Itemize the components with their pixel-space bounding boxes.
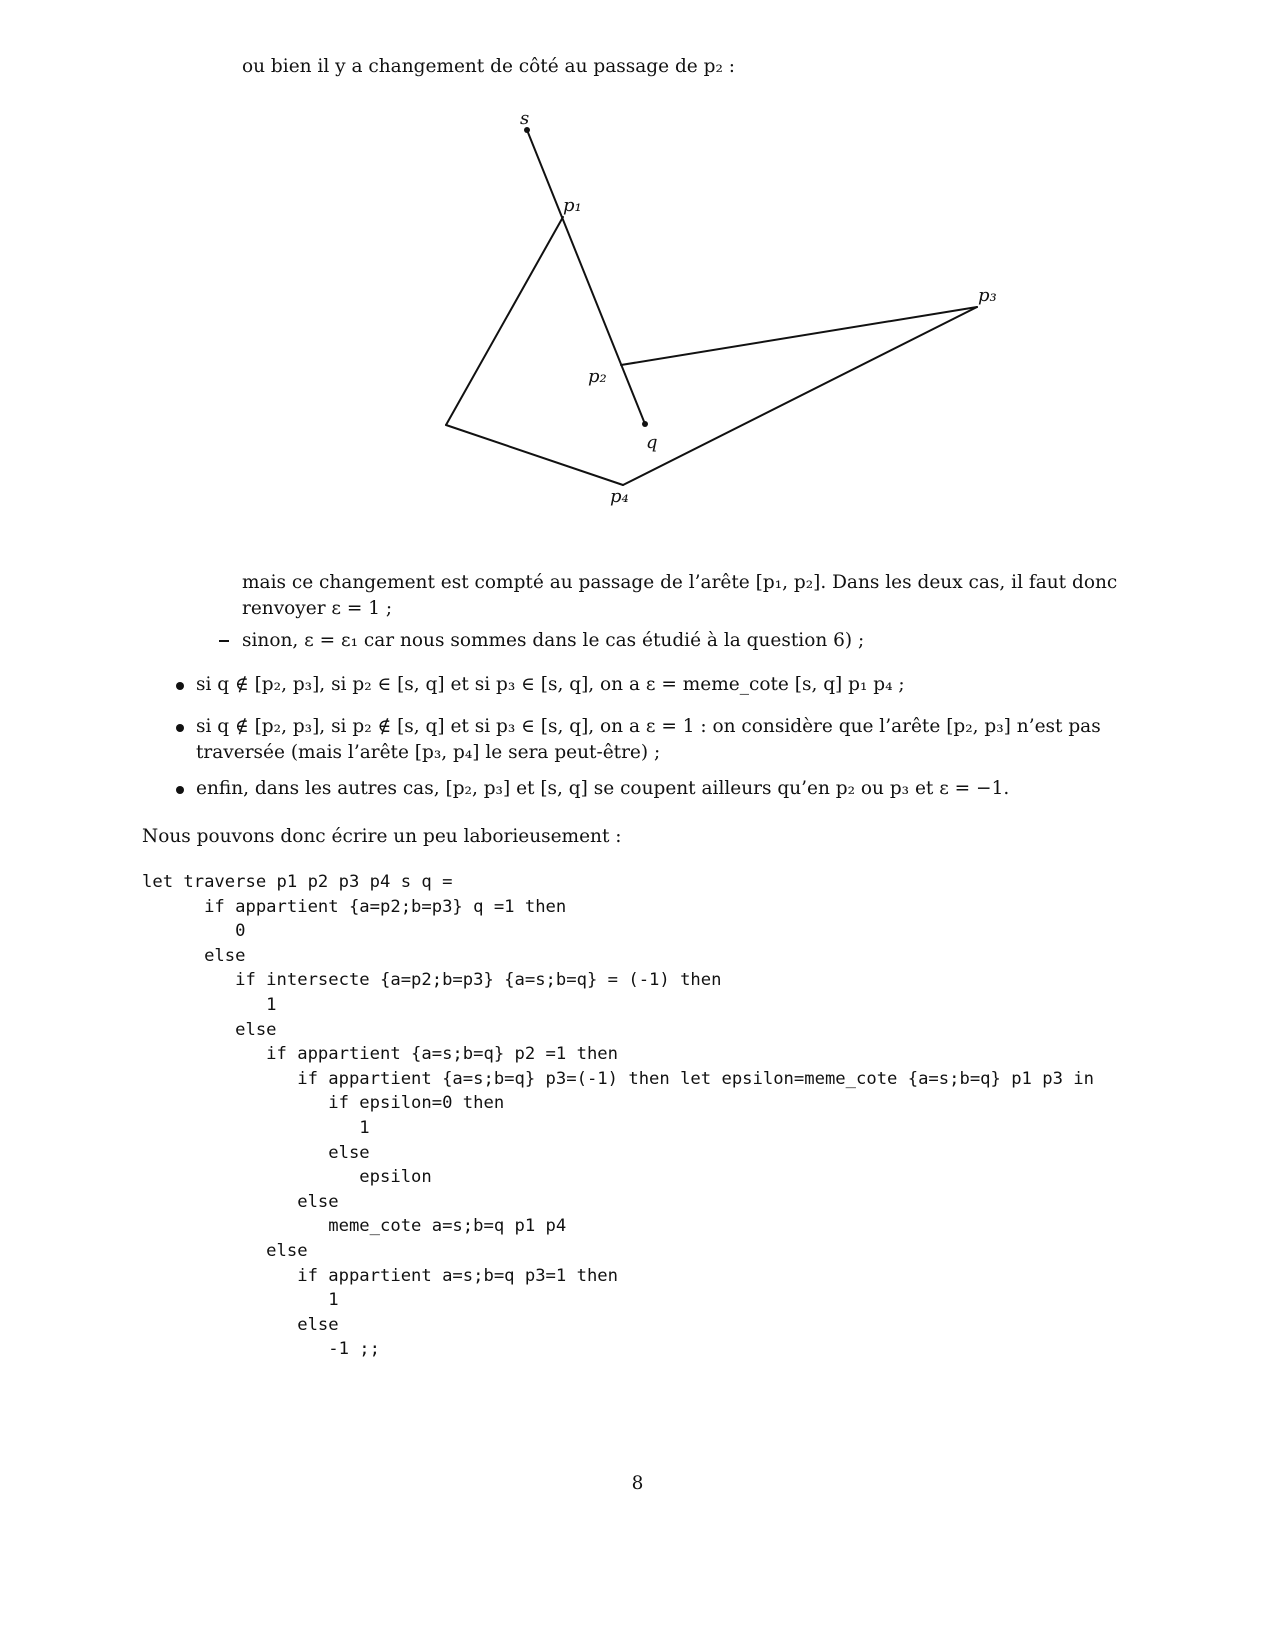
edge-p3-p2	[621, 307, 977, 365]
code-line: epsilon	[142, 1167, 432, 1188]
bullet-marker	[176, 724, 184, 732]
label-p2: p₂	[588, 366, 607, 387]
edge-p4-p3	[623, 307, 977, 485]
bullet-marker	[176, 682, 184, 690]
label-p1: p₁	[563, 195, 582, 216]
label-s: s	[520, 108, 530, 129]
lead-text: Nous pouvons donc écrire un peu laborieusement :	[142, 826, 622, 847]
label-q: q	[646, 432, 658, 453]
code-line: else	[142, 1142, 370, 1163]
code-line: else	[142, 1314, 339, 1335]
code-line: meme_cote a=s;b=q p1 p4	[142, 1216, 567, 1237]
code-line: if appartient a=s;b=q p3=1 then	[142, 1265, 618, 1286]
dash-marker	[219, 640, 229, 642]
dash-item-text: sinon, ε = ε₁ car nous sommes dans le cas étudié à la question 6) ;	[242, 630, 865, 651]
continuation-line-2: renvoyer ε = 1 ;	[242, 598, 393, 619]
segment-s-q	[527, 130, 645, 424]
code-line: 1	[142, 1290, 339, 1311]
intro-text: ou bien il y a changement de côté au passage de p₂ :	[242, 56, 735, 77]
code-line: -1 ;;	[142, 1339, 380, 1360]
code-line: else	[142, 1019, 277, 1040]
bullet-1-line-1: si q ∉ [p₂, p₃], si p₂ ∈ [s, q] et si p₃ ∈ [s, q], on a ε = meme_cote [s, q] p₁ p₄ ;	[196, 674, 905, 695]
point-q	[642, 421, 648, 427]
code-line: else	[142, 1191, 339, 1212]
code-line: if appartient {a=s;b=q} p2 =1 then	[142, 1044, 618, 1065]
continuation-line-1: mais ce changement est compté au passage de l’arête [p₁, p₂]. Dans les deux cas, il faut donc	[242, 572, 1118, 593]
code-line: if intersecte {a=p2;b=p3} {a=s;b=q} = (-1) then	[142, 970, 722, 991]
edge-left-p4	[446, 425, 623, 485]
code-line: if epsilon=0 then	[142, 1093, 505, 1114]
bullet-2-line-2: traversée (mais l’arête [p₃, p₄] le sera peut-être) ;	[196, 742, 661, 763]
label-p3: p₃	[978, 285, 997, 306]
page-number: 8	[631, 1473, 644, 1494]
polygon-figure	[0, 0, 1275, 540]
code-line: let traverse p1 p2 p3 p4 s q =	[142, 872, 453, 892]
bullet-3-line-1: enfin, dans les autres cas, [p₂, p₃] et [s, q] se coupent ailleurs qu’en p₂ ou p₃ et ε = −1.	[196, 778, 1010, 799]
bullet-2-line-1: si q ∉ [p₂, p₃], si p₂ ∉ [s, q] et si p₃ ∈ [s, q], on a ε = 1 : on considère que l’arête [p₂, p₃] n’est pas	[196, 716, 1101, 737]
code-line: 0	[142, 921, 246, 942]
code-line: 1	[142, 994, 277, 1015]
label-p4: p₄	[610, 486, 629, 507]
code-line: if appartient {a=p2;b=p3} q =1 then	[142, 896, 567, 917]
code-line: if appartient {a=s;b=q} p3=(-1) then let epsilon=meme_cote {a=s;b=q} p1 p3 in	[142, 1068, 1094, 1089]
code-line: 1	[142, 1117, 370, 1138]
code-line: else	[142, 945, 246, 966]
code-line: else	[142, 1240, 308, 1261]
code-listing	[142, 870, 1094, 1362]
bullet-marker	[176, 786, 184, 794]
edge-p1-p4side	[446, 217, 563, 425]
